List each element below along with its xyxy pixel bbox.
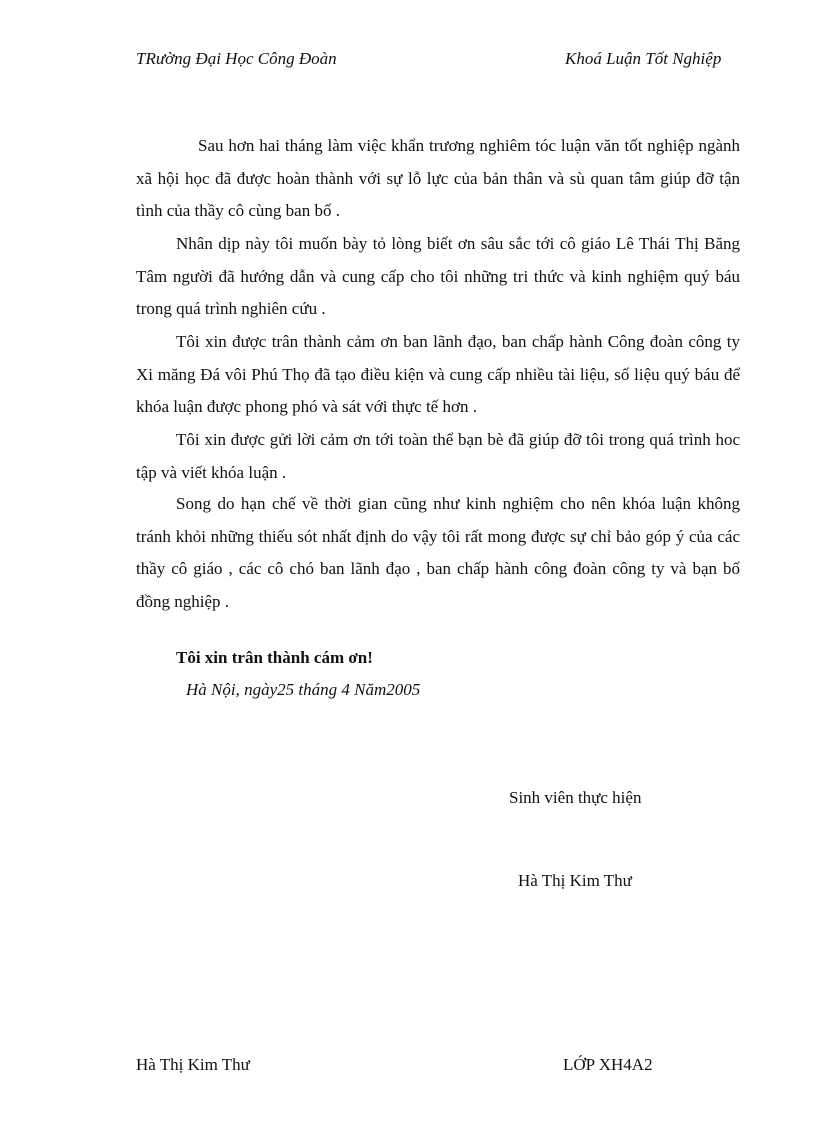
header-school: TRường Đại Học Công Đoàn <box>136 49 337 68</box>
paragraph-1-text: Sau hơn hai tháng làm việc khẩn trương nghiêm tóc luận văn tốt nghiệp ngành xã hội học đã được hoàn thành với sự lỗ lực của bản thân và sù quan tâm giúp đỡ tận tình của thầy cô cùng ban bố . <box>136 136 740 220</box>
header-thesis-type: Khoá Luận Tốt Nghiệp <box>565 49 722 68</box>
paragraph-4 <box>136 424 740 489</box>
paragraph-5 <box>136 488 740 618</box>
paragraph-3 <box>136 326 740 424</box>
footer-author: Hà Thị Kim Thư <box>136 1055 250 1074</box>
signature-label: Sinh viên thực hiện <box>509 788 642 807</box>
paragraph-2 <box>136 228 740 326</box>
closing-thanks: Tôi xin trân thành cám ơn! <box>176 648 373 667</box>
place-date: Hà Nội, ngày25 tháng 4 Năm2005 <box>186 680 421 699</box>
paragraph-3-text: Tôi xin được trân thành cảm ơn ban lãnh đạo, ban chấp hành Công đoàn công ty Xi măng Đá vôi Phú Thọ đã tạo điều kiện và cung cấp nhiều tài liệu, số liệu quý báu để khóa luận được phong phó và sát với thực tế hơn . <box>136 332 740 416</box>
paragraph-4-text: Tôi xin được gửi lời cảm ơn tới toàn thể bạn bè đã giúp đỡ tôi trong quá trình hoc tập và viết khóa luận . <box>136 430 740 482</box>
footer-class: LỚP XH4A2 <box>563 1055 653 1074</box>
paragraph-5-text: Song do hạn chế về thời gian cũng như kinh nghiệm cho nên khóa luận không tránh khỏi những thiếu sót nhất định do vậy tôi rất mong được sự chỉ bảo góp ý của các thầy cô giáo , các cô chó ban lãnh đạo , ban chấp hành công đoàn công ty và bạn bố đồng nghiệp . <box>136 494 740 611</box>
paragraph-1 <box>136 130 740 228</box>
signature-name: Hà Thị Kim Thư <box>518 871 632 890</box>
paragraph-2-text: Nhân dịp này tôi muốn bày tỏ lòng biết ơn sâu sắc tới cô giáo Lê Thái Thị Băng Tâm người đã hướng dẫn và cung cấp cho tôi những tri thức và kinh nghiệm quý báu trong quá trình nghiên cứu . <box>136 234 740 318</box>
